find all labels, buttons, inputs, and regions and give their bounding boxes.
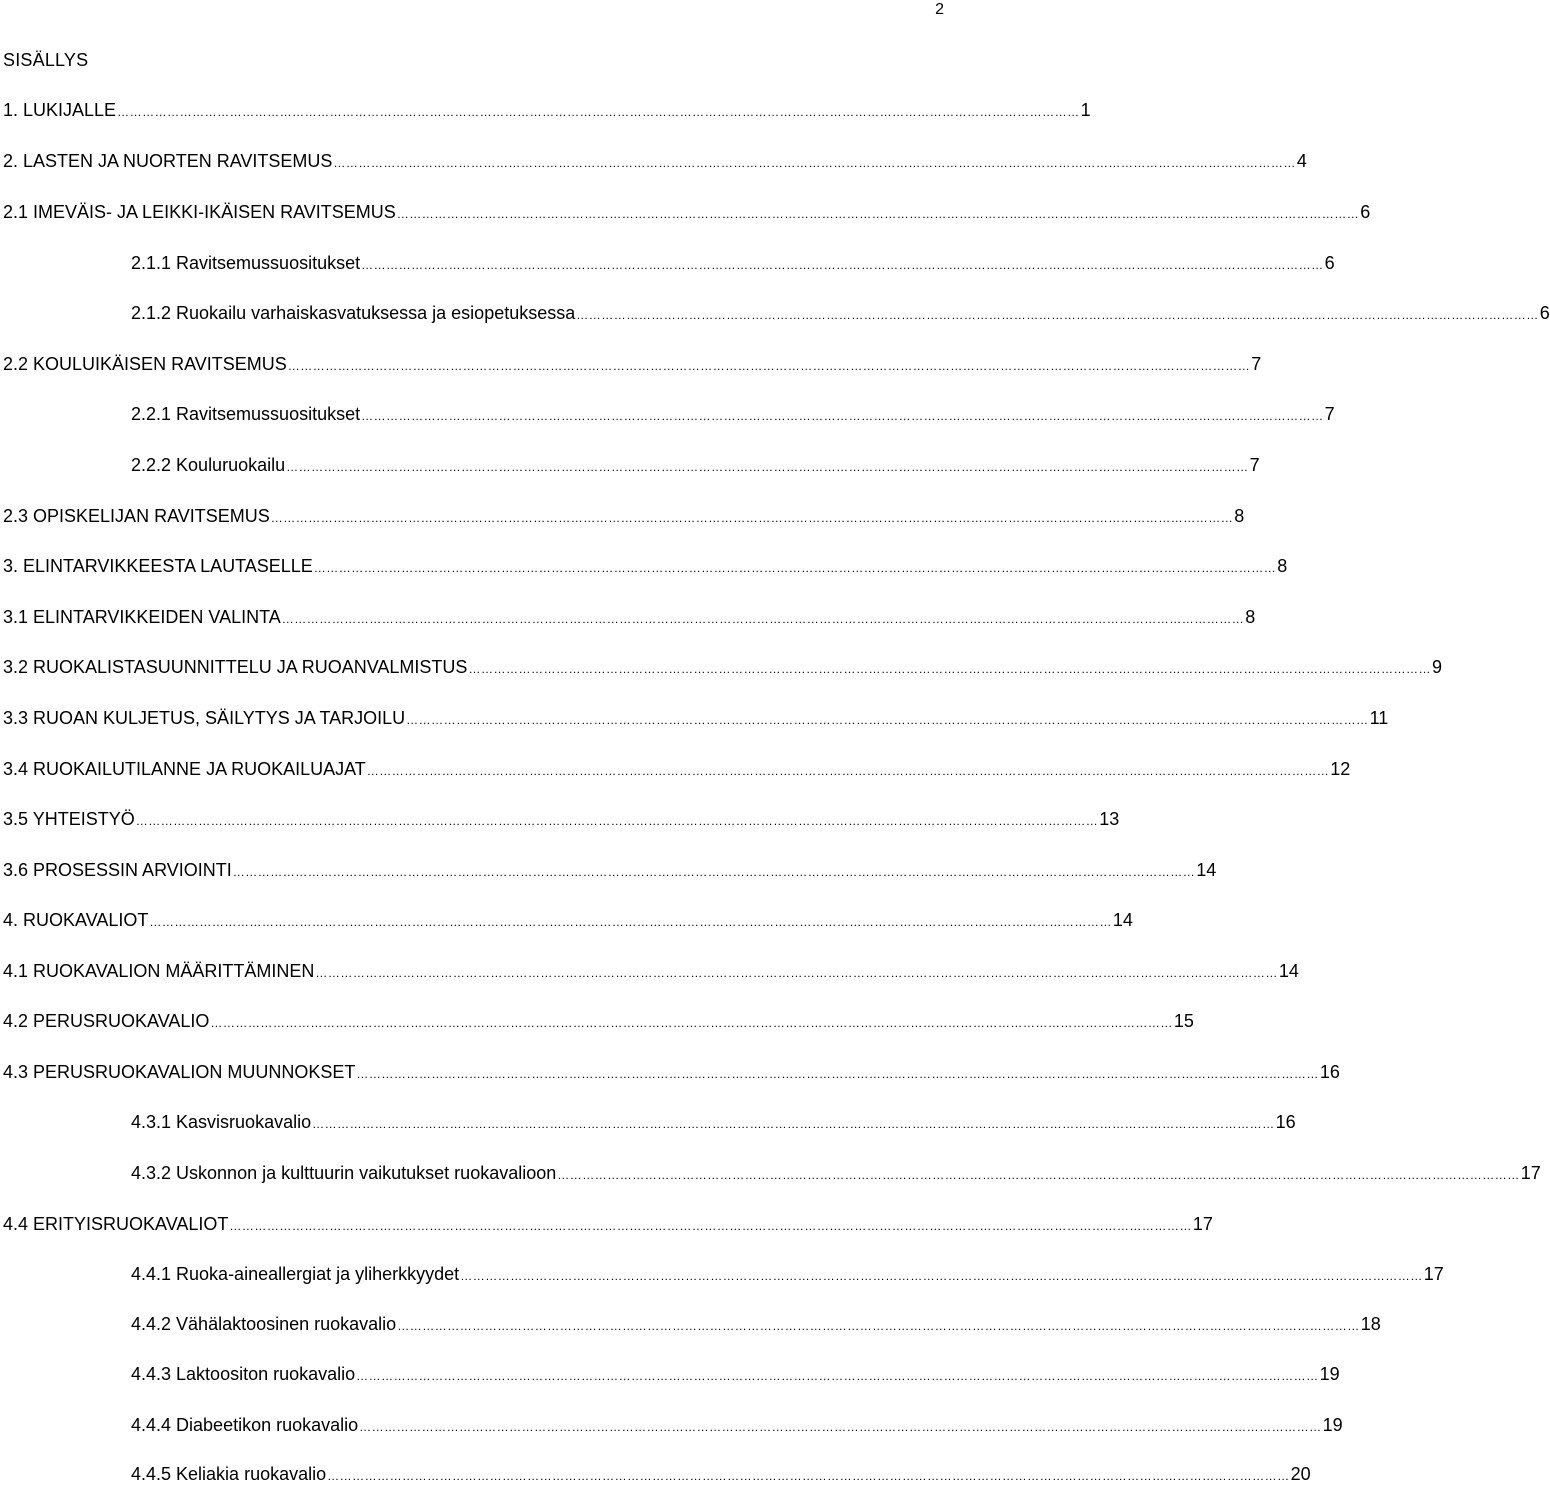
toc-entry-label: 4.3.2 Uskonnon ja kulttuurin vaikutukset ruokavalioon — [131, 1163, 557, 1183]
toc-entry[interactable] — [3, 959, 1299, 983]
toc-entry-page: 17 — [1192, 1214, 1213, 1234]
toc-entry[interactable] — [3, 554, 1288, 578]
toc-entry[interactable] — [131, 1262, 1444, 1286]
toc-entry-page: 17 — [1520, 1163, 1541, 1183]
toc-entry[interactable] — [131, 1413, 1343, 1437]
toc-entry-label: 3. ELINTARVIKKEESTA LAUTASELLE — [3, 556, 313, 576]
toc-entry-label: 2.2 KOULUIKÄISEN RAVITSEMUS — [3, 354, 287, 374]
toc-leader-dots: …………………………………………………………………………………………………………………………………………………………………………………………………………… — [135, 814, 1099, 828]
toc-entry[interactable] — [131, 1362, 1340, 1386]
toc-leader-dots: …………………………………………………………………………………………………………………………………………………………………………………………………………… — [359, 1420, 1322, 1434]
toc-entry[interactable] — [3, 352, 1262, 376]
toc-leader-dots: …………………………………………………………………………………………………………………………………………………………………………………………………………… — [366, 764, 1330, 778]
toc-entry-label: 4. RUOKAVALIOT — [3, 910, 149, 930]
toc-entry-label: 2.1.2 Ruokailu varhaiskasvatuksessa ja esiopetuksessa — [131, 303, 576, 323]
toc-entry[interactable] — [3, 605, 1256, 629]
toc-entry-page: 8 — [1277, 556, 1288, 576]
toc-leader-dots: …………………………………………………………………………………………………………………………………………………………………………………………………………… — [557, 1168, 1520, 1182]
toc-entry-page: 7 — [1251, 354, 1262, 374]
page-number: 2 — [935, 1, 944, 18]
toc-entry-label: 4.4.3 Laktoositon ruokavalio — [131, 1364, 356, 1384]
toc-entry-label: 4.3 PERUSRUOKAVALION MUUNNOKSET — [3, 1062, 356, 1082]
toc-leader-dots: …………………………………………………………………………………………………………………………………………………………………………………………………………… — [229, 1219, 1192, 1233]
toc-entry-page: 19 — [1319, 1364, 1340, 1384]
toc-entry-label: 4.2 PERUSRUOKAVALIO — [3, 1011, 210, 1031]
toc-entry-page: 14 — [1196, 860, 1217, 880]
toc-leader-dots: …………………………………………………………………………………………………………………………………………………………………………………………………………… — [460, 1269, 1423, 1283]
toc-leader-dots: …………………………………………………………………………………………………………………………………………………………………………………………………………… — [313, 561, 1277, 575]
toc-entry-page: 16 — [1275, 1112, 1296, 1132]
toc-leader-dots: …………………………………………………………………………………………………………………………………………………………………………………………………………… — [281, 612, 1245, 626]
toc-entry-page: 6 — [1539, 303, 1550, 323]
toc-entry[interactable] — [131, 453, 1260, 477]
toc-leader-dots: …………………………………………………………………………………………………………………………………………………………………………………………………………… — [270, 511, 1234, 525]
toc-entry-label: 2.2.1 Ravitsemussuositukset — [131, 404, 361, 424]
toc-entry[interactable] — [3, 655, 1442, 679]
toc-leader-dots: …………………………………………………………………………………………………………………………………………………………………………………………………………… — [356, 1369, 1319, 1383]
toc-leader-dots: …………………………………………………………………………………………………………………………………………………………………………………………………………… — [576, 308, 1539, 322]
toc-entry-page: 6 — [1324, 253, 1335, 273]
toc-entry-label: 2. LASTEN JA NUORTEN RAVITSEMUS — [3, 151, 333, 171]
toc-entry-page: 14 — [1278, 961, 1299, 981]
toc-entry-label: 4.4.2 Vähälaktoosinen ruokavalio — [131, 1314, 397, 1334]
toc-leader-dots: …………………………………………………………………………………………………………………………………………………………………………………………………………… — [149, 915, 1112, 929]
toc-leader-dots: …………………………………………………………………………………………………………………………………………………………………………………………………………… — [210, 1016, 1173, 1030]
toc-entry-page: 19 — [1322, 1415, 1343, 1435]
toc-entry-page: 8 — [1245, 607, 1256, 627]
toc-entry-page: 16 — [1319, 1062, 1340, 1082]
toc-entry[interactable] — [3, 858, 1217, 882]
toc-entry-page: 4 — [1296, 151, 1307, 171]
toc-leader-dots: …………………………………………………………………………………………………………………………………………………………………………………………………………… — [287, 359, 1251, 373]
toc-leader-dots: …………………………………………………………………………………………………………………………………………………………………………………………………………… — [286, 460, 1249, 474]
toc-entry-label: 3.4 RUOKAILUTILANNE JA RUOKAILUAJAT — [3, 759, 366, 779]
toc-leader-dots: …………………………………………………………………………………………………………………………………………………………………………………………………………… — [356, 1067, 1319, 1081]
toc-entry-page: 13 — [1099, 809, 1120, 829]
toc-entry-page: 15 — [1173, 1011, 1194, 1031]
toc-entry-page: 8 — [1234, 506, 1245, 526]
toc-entry-label: 3.2 RUOKALISTASUUNNITTELU JA RUOANVALMISTUS — [3, 657, 468, 677]
toc-leader-dots: …………………………………………………………………………………………………………………………………………………………………………………………………………… — [468, 662, 1431, 676]
toc-entry-label: 2.2.2 Kouluruokailu — [131, 455, 286, 475]
toc-entry[interactable] — [3, 149, 1307, 173]
toc-entry-label: 3.6 PROSESSIN ARVIOINTI — [3, 860, 232, 880]
toc-entry-label: 3.1 ELINTARVIKKEIDEN VALINTA — [3, 607, 281, 627]
toc-entry-label: 2.1 IMEVÄIS- JA LEIKKI-IKÄISEN RAVITSEMUS — [3, 202, 396, 222]
toc-entry[interactable] — [131, 402, 1335, 426]
toc-entry-label: 2.1.1 Ravitsemussuositukset — [131, 253, 361, 273]
toc-leader-dots: …………………………………………………………………………………………………………………………………………………………………………………………………………… — [361, 258, 1324, 272]
toc-entry-label: 4.4 ERITYISRUOKAVALIOT — [3, 1214, 229, 1234]
toc-leader-dots: …………………………………………………………………………………………………………………………………………………………………………………………………………… — [361, 409, 1324, 423]
toc-entry[interactable] — [3, 1212, 1213, 1236]
toc-entry-label: 4.4.1 Ruoka-aineallergiat ja yliherkkyydet — [131, 1264, 460, 1284]
toc-leader-dots: …………………………………………………………………………………………………………………………………………………………………………………………………………… — [396, 207, 1360, 221]
toc-entry-page: 7 — [1249, 455, 1260, 475]
toc-entry[interactable] — [3, 908, 1133, 932]
toc-entry-label: 3.3 RUOAN KULJETUS, SÄILYTYS JA TARJOILU — [3, 708, 406, 728]
toc-leader-dots: …………………………………………………………………………………………………………………………………………………………………………………………………………… — [117, 105, 1080, 119]
toc-entry-page: 17 — [1423, 1264, 1444, 1284]
toc-entry[interactable] — [131, 301, 1550, 325]
toc-entry[interactable] — [3, 1009, 1194, 1033]
toc-entry-page: 9 — [1431, 657, 1442, 677]
toc-leader-dots: …………………………………………………………………………………………………………………………………………………………………………………………………………… — [406, 713, 1369, 727]
toc-entry-label: 3.5 YHTEISTYÖ — [3, 809, 135, 829]
toc-entry-page: 20 — [1290, 1464, 1311, 1484]
toc-entry-label: 4.4.5 Keliakia ruokavalio — [131, 1464, 327, 1484]
toc-entry[interactable] — [131, 1110, 1296, 1134]
toc-entry-page: 6 — [1360, 202, 1371, 222]
toc-leader-dots: …………………………………………………………………………………………………………………………………………………………………………………………………………… — [333, 156, 1296, 170]
toc-entry[interactable] — [131, 1462, 1311, 1486]
toc-leader-dots: …………………………………………………………………………………………………………………………………………………………………………………………………………… — [397, 1319, 1360, 1333]
toc-title: SISÄLLYS — [3, 50, 89, 70]
toc-entry[interactable] — [3, 1060, 1340, 1084]
toc-entry-label: 4.3.1 Kasvisruokavalio — [131, 1112, 312, 1132]
toc-entry[interactable] — [131, 1312, 1381, 1336]
toc-entry-label: 4.1 RUOKAVALION MÄÄRITTÄMINEN — [3, 961, 315, 981]
toc-leader-dots: …………………………………………………………………………………………………………………………………………………………………………………………………………… — [315, 966, 1278, 980]
toc-entry-label: 1. LUKIJALLE — [3, 100, 117, 120]
toc-entry-page: 14 — [1112, 910, 1133, 930]
toc-entry-page: 18 — [1360, 1314, 1381, 1334]
toc-entry[interactable] — [131, 1161, 1541, 1185]
toc-leader-dots: …………………………………………………………………………………………………………………………………………………………………………………………………………… — [232, 865, 1196, 879]
toc-entry[interactable] — [3, 98, 1091, 122]
toc-leader-dots: …………………………………………………………………………………………………………………………………………………………………………………………………………… — [327, 1469, 1290, 1483]
toc-entry[interactable] — [3, 200, 1371, 224]
toc-entry[interactable] — [3, 504, 1245, 528]
toc-entry[interactable] — [3, 706, 1389, 730]
toc-entry-page: 7 — [1324, 404, 1335, 424]
toc-entry-label: 4.4.4 Diabeetikon ruokavalio — [131, 1415, 359, 1435]
toc-leader-dots: …………………………………………………………………………………………………………………………………………………………………………………………………………… — [312, 1117, 1275, 1131]
toc-entry-label: 2.3 OPISKELIJAN RAVITSEMUS — [3, 506, 270, 526]
toc-entry-page: 11 — [1369, 708, 1389, 728]
toc-entry[interactable] — [3, 807, 1120, 831]
toc-entry-page: 12 — [1330, 759, 1351, 779]
toc-entry-page: 1 — [1080, 100, 1091, 120]
toc-entry[interactable] — [3, 757, 1351, 781]
toc-entry[interactable] — [131, 251, 1335, 275]
